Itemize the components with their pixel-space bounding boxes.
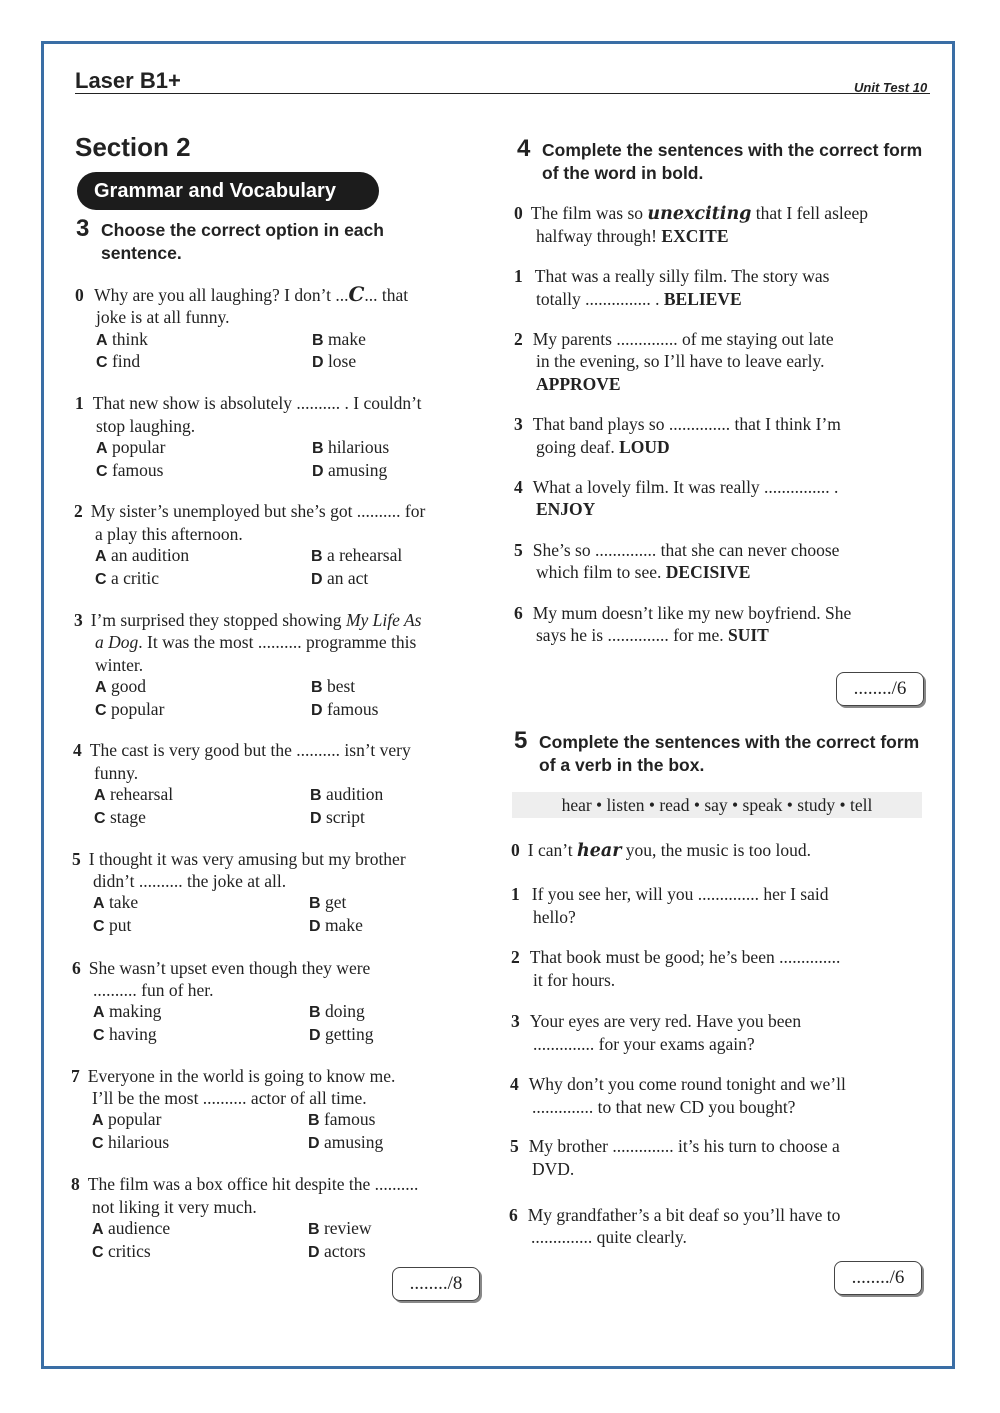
ex3-item-7: 7 Everyone in the world is going to know me. (71, 1066, 396, 1086)
ex3-instruction: Choose the correct option in each sentence. (101, 220, 384, 263)
ex3-item-4: 4 The cast is very good but the .......... isn’t very (73, 740, 411, 760)
ex5-number: 5 (514, 727, 528, 754)
ex4-item-3: 3 That band plays so .............. that I think I’m (514, 414, 841, 434)
handwritten-answer: unexciting (647, 204, 752, 224)
ex5-item-3: 3 Your eyes are very red. Have you been (511, 1011, 802, 1031)
verb-box: hear • listen • read • say • speak • study • tell (512, 792, 922, 818)
ex5-instruction: Complete the sentences with the correct form of a verb in the box. (539, 732, 920, 775)
ex4-number: 4 (517, 135, 531, 162)
ex4-item-5: 5 She’s so .............. that she can never choose (514, 540, 840, 560)
ex5-item-2: 2 That book must be good; he’s been .............. (511, 947, 841, 967)
ex4-instruction: Complete the sentences with the correct form of the word in bold. (542, 140, 923, 183)
handwritten-answer: C (348, 282, 365, 306)
ex5-heading (514, 727, 929, 777)
ex5-item-4: 4 Why don’t you come round tonight and we’ll (510, 1074, 846, 1094)
ex4-item-6: 6 My mum doesn’t like my new boyfriend. She (514, 603, 852, 623)
ex4-score-box: ......../6 (836, 672, 924, 706)
section-title: Section 2 (75, 132, 191, 162)
ex3-item-2: 2 My sister’s unemployed but she’s got .......... for (74, 501, 426, 521)
ex4-item-2: 2 My parents .............. of me staying out late (514, 329, 834, 349)
header-rule (75, 93, 930, 94)
ex5-item-5: 5 My brother .............. it’s his turn to choose a (510, 1136, 840, 1156)
ex3-item-5: 5 I thought it was very amusing but my brother (72, 849, 406, 869)
ex4-item-0: 0 The film was so unexciting that I fell asleep (514, 203, 869, 224)
unit-label: Unit Test 10 (854, 80, 928, 95)
ex4-item-4: 4 What a lovely film. It was really ............... . (514, 477, 839, 497)
ex3-item-1: 1 That new show is absolutely .......... . I couldn’t (75, 393, 422, 413)
ex5-score-box: ......../6 (834, 1261, 922, 1295)
ex3-item-3: 3 I’m surprised they stopped showing My Life As (74, 610, 422, 630)
ex3-item-6: 6 She wasn’t upset even though they were (72, 958, 371, 978)
ex3-score-box: ......../8 (392, 1267, 480, 1301)
ex3-item-8: 8 The film was a box office hit despite the .......... (71, 1174, 419, 1194)
ex5-item-1: 1 If you see her, will you .............. her I said (511, 884, 829, 904)
ex5-item-0: 0 I can’t hear you, the music is too loud. (511, 840, 811, 861)
ex3-heading (76, 215, 441, 265)
ex3-item-0: 0 Why are you all laughing? I don’t ...C... that (75, 282, 409, 306)
handwritten-answer: hear (577, 841, 622, 861)
ex5-item-6: 6 My grandfather’s a bit deaf so you’ll have to (509, 1205, 841, 1225)
ex4-item-1: 1 That was a really silly film. The story was (514, 266, 830, 286)
ex4-heading (517, 135, 932, 185)
section-subtitle: Grammar and Vocabulary (77, 172, 379, 210)
book-title: Laser B1+ (75, 68, 181, 93)
ex3-number: 3 (76, 215, 90, 242)
